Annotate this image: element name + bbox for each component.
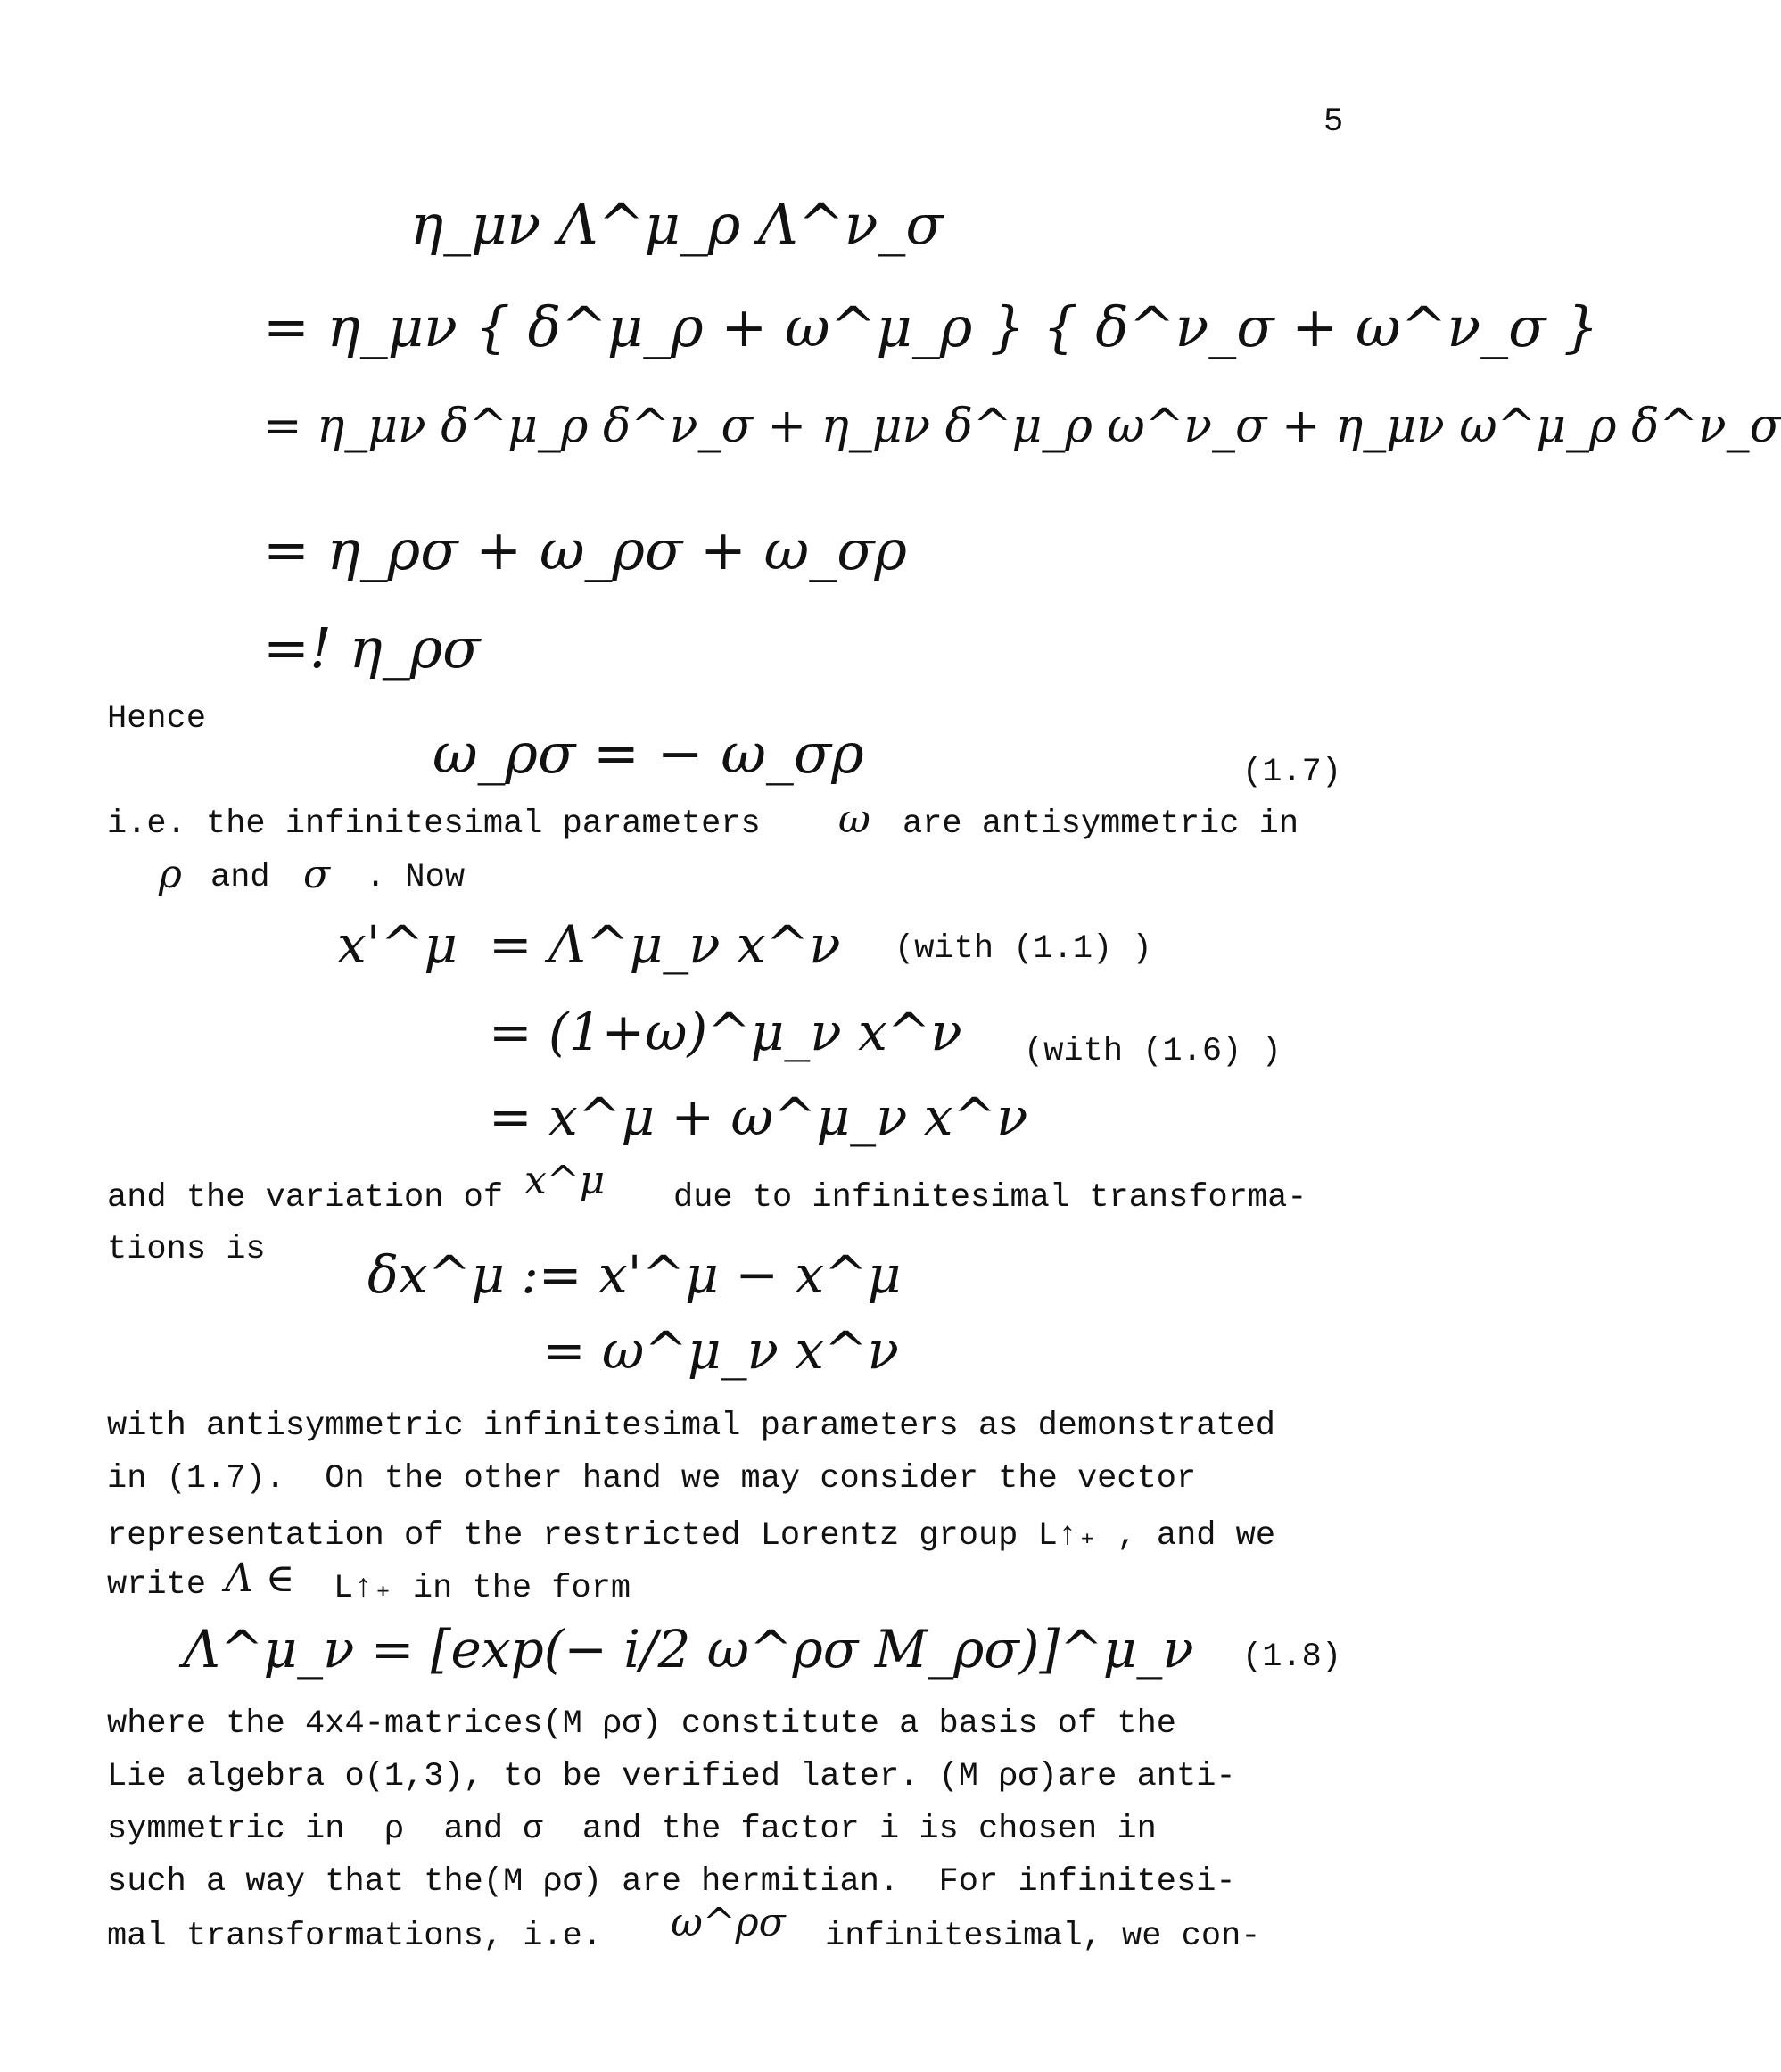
text-line: infinitesimal, we con- [825,1918,1261,1955]
text-line: and [210,859,270,896]
text-line: are antisymmetric in [903,805,1299,843]
text-line: where the 4x4-matrices(M ρσ) constitute a basis of the [107,1705,1176,1743]
equation-line: =! η_ρσ [263,615,481,681]
equation-line: = ω^μ_ν x^ν [542,1320,899,1381]
text-line: mal transformations, i.e. [107,1918,603,1955]
text-hence: Hence [107,700,207,738]
equation-line: = η_μν { δ^μ_ρ + ω^μ_ρ } { δ^ν_σ + ω^ν_σ } [263,294,1599,359]
text-line: due to infinitesimal transforma- [673,1179,1307,1217]
equation-line: = η_μν δ^μ_ρ δ^ν_σ + η_μν δ^μ_ρ ω^ν_σ + η_μν ω^μ_ρ δ^ν_σ [263,400,1781,453]
inline-math: ω [838,797,870,842]
text-line: Lie algebra o(1,3), to be verified later. (M ρσ)are anti- [107,1758,1236,1795]
text-line: such a way that the(M ρσ) are hermitian. For infinitesi- [107,1863,1236,1901]
text-line: and the variation of [107,1179,504,1217]
text-line: L↑₊ in the form [334,1570,631,1607]
text-line: symmetric in ρ and σ and the factor i is chosen in [107,1811,1157,1848]
equation-line: η_μν Λ^μ_ρ Λ^ν_σ [410,192,944,257]
equation-line: = Λ^μ_ν x^ν [489,914,841,975]
equation-line: = x^μ + ω^μ_ν x^ν [489,1086,1028,1147]
text-line: tions is [107,1231,266,1268]
text-line: in (1.7). On the other hand we may consider the vector [107,1460,1197,1498]
inline-math: ω^ρσ [671,1900,786,1945]
equation-line: = η_ρσ + ω_ρσ + ω_σρ [263,517,907,582]
equation-note: (with (1.6) ) [1024,1033,1282,1070]
text-line: write [107,1566,207,1604]
equation-1-8: Λ^μ_ν = [exp(− i/2 ω^ρσ M_ρσ)]^μ_ν [183,1619,1194,1680]
inline-math: ρ [159,852,182,897]
inline-math: x^μ [524,1158,606,1203]
text-line: with antisymmetric infinitesimal parameters as demonstrated [107,1407,1276,1445]
text-line: representation of the restricted Lorentz group L↑₊ , and we [107,1517,1276,1555]
equation-line: = (1+ω)^μ_ν x^ν [489,1002,962,1062]
inline-math: Λ ∈ [225,1556,295,1601]
inline-math: σ [303,852,331,897]
equation-line: δx^μ := x'^μ − x^μ [367,1244,902,1305]
text-line: . Now [366,859,466,896]
equation-1-7: ω_ρσ = − ω_σρ [433,721,864,786]
equation-label: (1.8) [1242,1639,1342,1676]
equation-label: (1.7) [1242,754,1342,791]
page-number: 5 [1323,103,1344,141]
text-line: i.e. the infinitesimal parameters [107,805,761,843]
equation-lhs: x'^μ [337,914,458,975]
equation-note: (with (1.1) ) [895,930,1152,968]
